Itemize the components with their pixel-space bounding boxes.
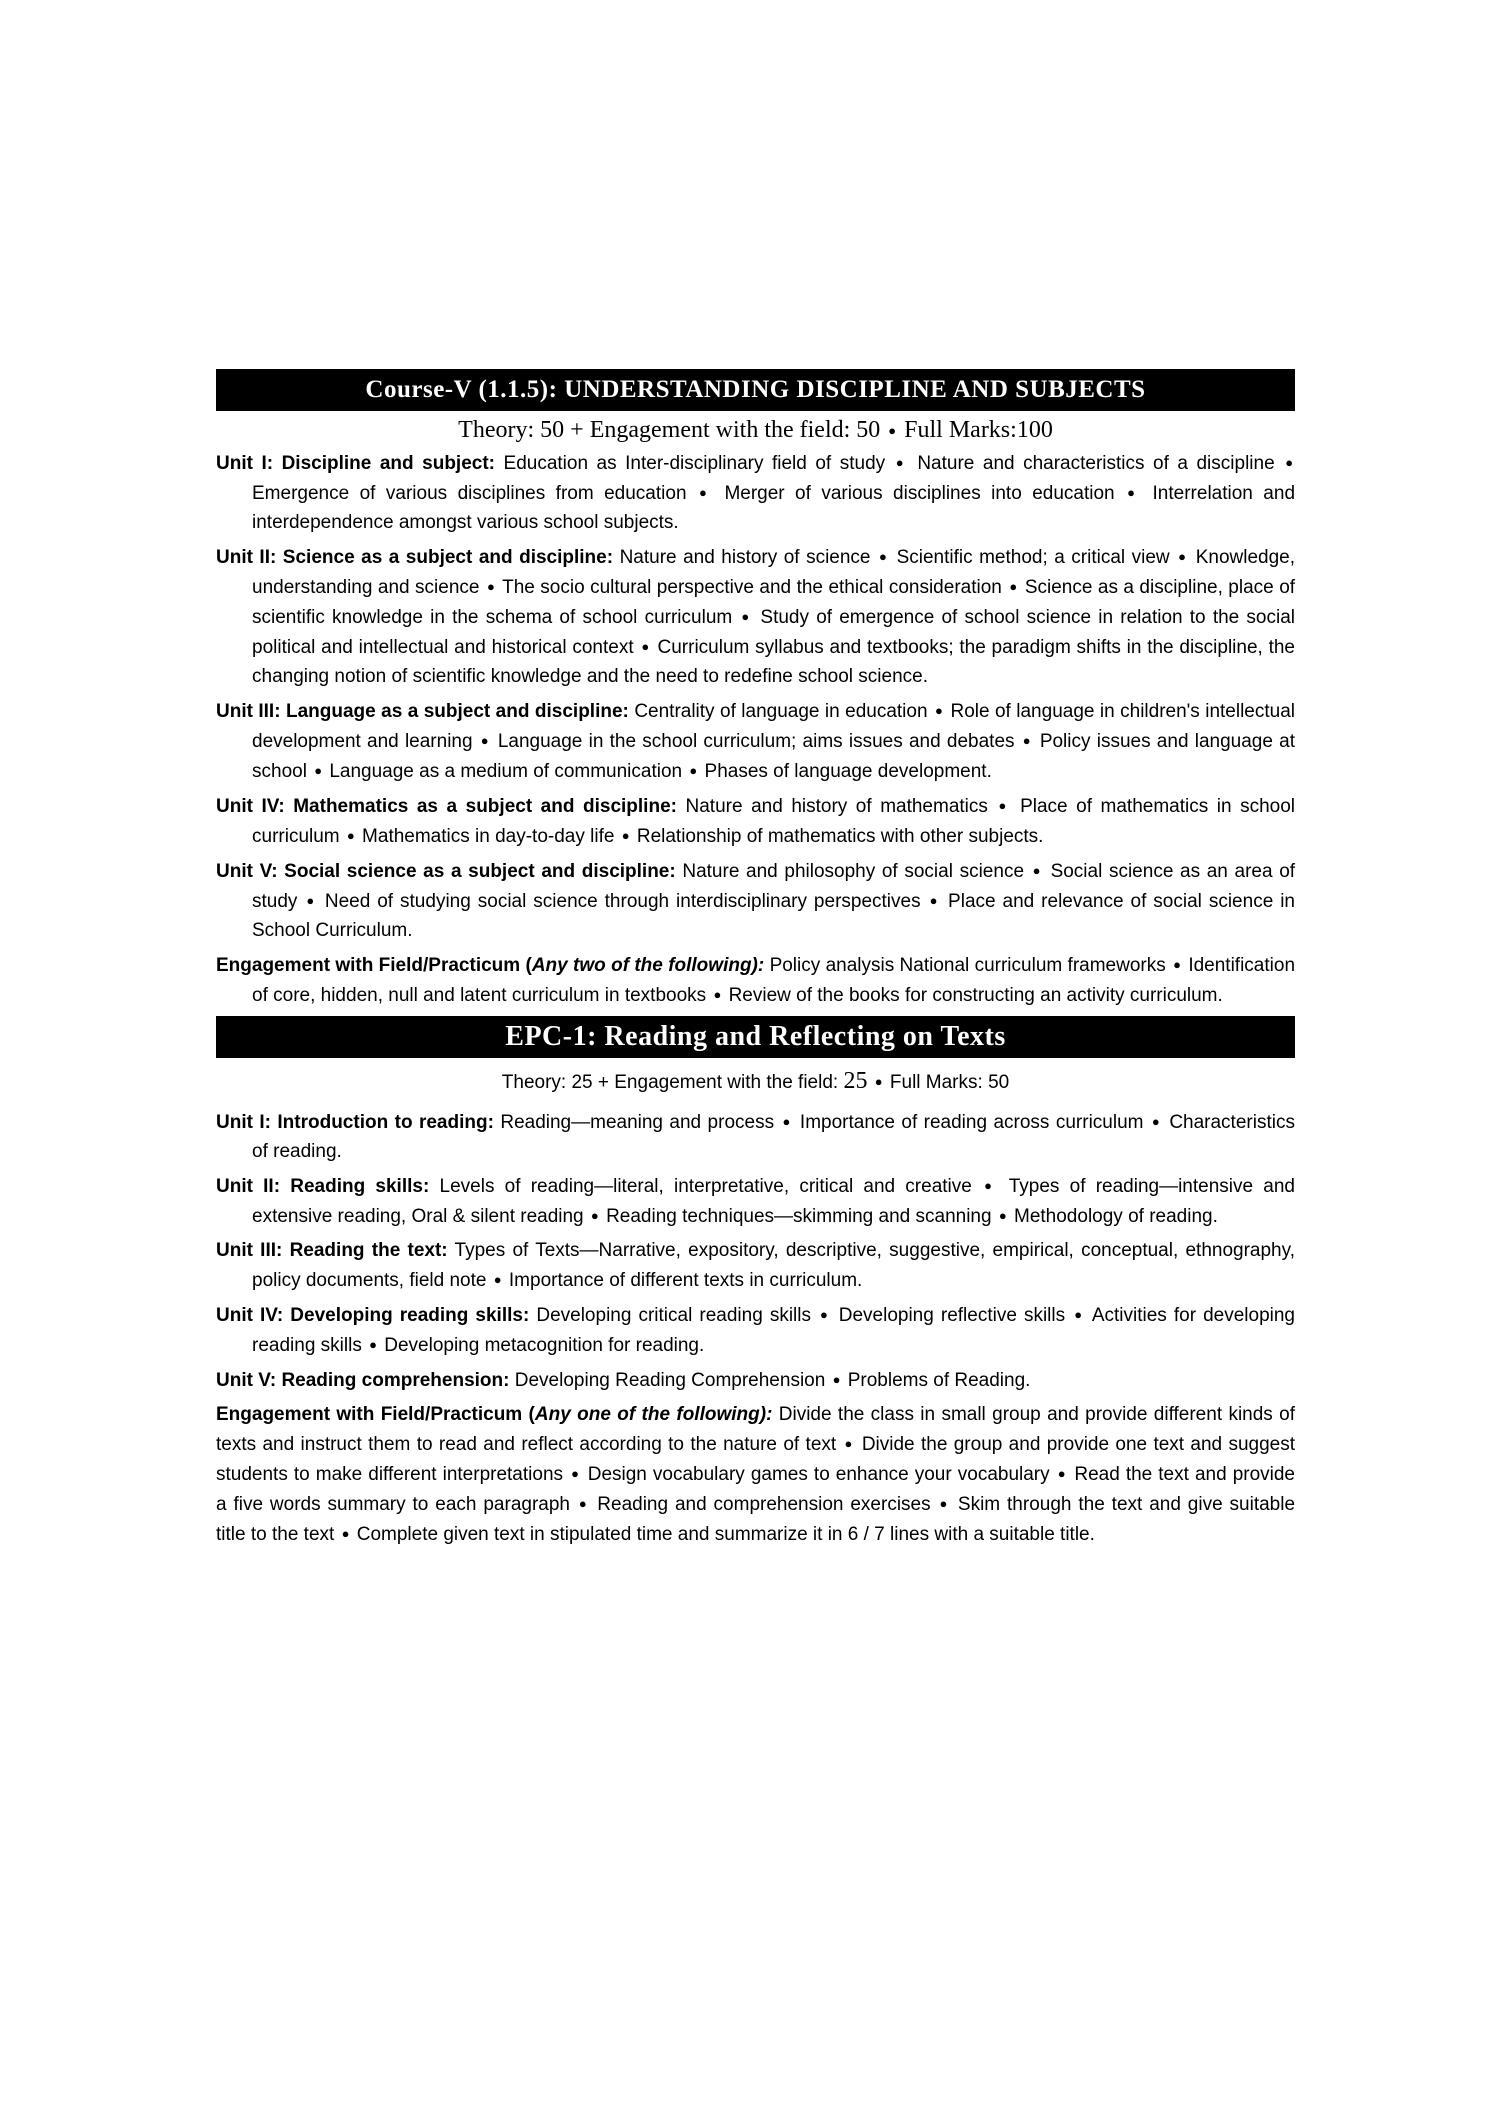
bullet-icon: ● (895, 455, 907, 470)
unit-paragraph (216, 1365, 1295, 1395)
bullet-icon: ● (641, 639, 650, 654)
engagement-heading-italic: Any two of the following): (531, 955, 765, 976)
unit-item-text: Methodology of reading. (1014, 1206, 1218, 1227)
unit-item-text: Curriculum syllabus and textbooks; the paradigm shifts in the discipline, the changing notion of scientific knowledge and the need to redefine school science. (252, 637, 1295, 687)
unit-item-text: Centrality of language in education (634, 701, 928, 722)
unit-paragraph (216, 791, 1295, 851)
unit-paragraph (216, 542, 1295, 691)
unit-item-text: Developing Reading Comprehension (514, 1370, 826, 1391)
unit-item-text: Language as a medium of communication (329, 761, 683, 782)
unit-item-text: Divide the class in small group and provide different kinds of texts and instruct them to read and reflect according to the nature of text (216, 1404, 1295, 1455)
unit-item-text: Knowledge, understanding and science (252, 547, 1296, 598)
unit-item-text: Language in the school curriculum; aims issues and debates (497, 731, 1015, 752)
course-v-title: Course-V (1.1.5): UNDERSTANDING DISCIPLINE AND SUBJECTS (216, 369, 1295, 411)
unit-item-text: Nature and history of science (619, 547, 871, 568)
bullet-icon: ● (984, 1178, 997, 1193)
engagement-paragraph (216, 1400, 1295, 1549)
unit-item-text: Characteristics of reading. (252, 1112, 1295, 1162)
unit-item-text: Importance of different texts in curriculum. (508, 1270, 863, 1291)
bullet-icon: ● (1074, 1307, 1084, 1322)
unit-heading: Unit V: Reading comprehension: (216, 1370, 510, 1391)
unit-item-text: Science as a discipline, place of scientific knowledge in the schema of school curriculum (252, 577, 1296, 628)
unit-item-text: Design vocabulary games to enhance your vocabulary (587, 1464, 1050, 1485)
engagement-value: 25 (843, 1068, 868, 1094)
unit-item-text: Activities for developing reading skills (252, 1305, 1296, 1356)
bullet-icon: ● (621, 828, 630, 843)
unit-paragraph (216, 1236, 1295, 1295)
unit-heading: Unit I: Introduction to reading: (216, 1112, 494, 1133)
unit-item-text: Nature and philosophy of social science (682, 861, 1025, 882)
bullet-icon: ● (689, 763, 698, 778)
bullet-icon: ● (1022, 733, 1032, 748)
bullet-icon: ● (874, 1074, 883, 1089)
bullet-icon: ● (306, 893, 316, 908)
syllabus-page (216, 369, 1295, 1554)
bullet-icon: ● (698, 485, 712, 500)
unit-paragraph (216, 1171, 1295, 1231)
unit-item-text: Policy issues and language at school (252, 731, 1296, 782)
unit-item-text: Levels of reading—literal, interpretative, critical and creative (439, 1176, 972, 1197)
bullet-icon: ● (578, 1496, 589, 1511)
unit-item-text: Scientific method; a critical view (896, 547, 1170, 568)
epc-1-marks (216, 1068, 1295, 1095)
unit-heading: Unit IV: Mathematics as a subject and discipline: (216, 796, 677, 817)
unit-item-text: Importance of reading across curriculum (799, 1112, 1144, 1133)
bullet-icon: ● (480, 733, 490, 748)
full-marks: Full Marks:100 (904, 417, 1053, 443)
bullet-icon: ● (1009, 579, 1018, 594)
theory-label: Theory: (458, 417, 541, 443)
unit-heading: Unit III: Reading the text: (216, 1240, 448, 1261)
unit-heading: Unit II: Science as a subject and discipline: (216, 547, 614, 568)
unit-heading: Unit III: Language as a subject and discipline: (216, 701, 629, 722)
bullet-icon: ● (1173, 957, 1181, 972)
unit-item-text: The socio cultural perspective and the ethical consideration (502, 577, 1002, 598)
engagement-label: + Engagement with the field: (564, 417, 857, 443)
unit-item-text: Social science as an area of study (252, 861, 1296, 912)
bullet-icon: ● (1032, 863, 1042, 878)
bullet-icon: ● (820, 1307, 830, 1322)
unit-item-text: Developing metacognition for reading. (384, 1335, 705, 1356)
course-v-engagement (216, 950, 1295, 1010)
bullet-icon: ● (314, 763, 323, 778)
unit-item-text: Skim through the text and give suitable title to the text (216, 1494, 1296, 1545)
unit-item-text: Identification of core, hidden, null and latent curriculum in textbooks (252, 955, 1296, 1006)
unit-item-text: Developing critical reading skills (536, 1305, 811, 1326)
course-v-section (216, 369, 1295, 1010)
unit-item-text: Problems of Reading. (847, 1370, 1031, 1391)
engagement-heading: Engagement with Field/Practicum ( (216, 1404, 535, 1425)
bullet-icon: ● (844, 1436, 854, 1451)
unit-heading: Unit II: Reading skills: (216, 1176, 430, 1197)
unit-paragraph (216, 448, 1295, 537)
unit-item-text: Mathematics in day-to-day life (362, 826, 615, 847)
unit-heading: Unit V: Social science as a subject and discipline: (216, 861, 676, 882)
bullet-icon: ● (493, 1272, 502, 1287)
bullet-icon: ● (888, 423, 897, 438)
epc-1-section (216, 1016, 1295, 1549)
engagement-paragraph (216, 950, 1295, 1010)
bullet-icon: ● (935, 703, 944, 718)
unit-item-text: Interrelation and interdependence amongst various school subjects. (252, 483, 1296, 533)
unit-item-text: Education as Inter-disciplinary field of study (503, 453, 886, 474)
unit-item-text: Policy analysis National curriculum frameworks (769, 955, 1166, 976)
bullet-icon: ● (713, 987, 722, 1002)
bullet-icon: ● (571, 1466, 580, 1481)
engagement-heading-italic: Any one of the following): (534, 1404, 773, 1425)
bullet-icon: ● (832, 1372, 841, 1387)
bullet-icon: ● (369, 1337, 377, 1352)
engagement-value: 50 (856, 417, 881, 443)
bullet-icon: ● (1057, 1466, 1067, 1481)
unit-item-text: Read the text and provide a five words summary to each paragraph (216, 1464, 1296, 1515)
unit-item-text: Nature and history of mathematics (685, 796, 988, 817)
unit-heading: Unit IV: Developing reading skills: (216, 1305, 530, 1326)
unit-item-text: Phases of language development. (704, 761, 992, 782)
bullet-icon: ● (741, 609, 752, 624)
unit-item-text: Developing reflective skills (838, 1305, 1066, 1326)
unit-item-text: Review of the books for constructing an activity curriculum. (728, 985, 1223, 1006)
unit-item-text: Reading—meaning and process (500, 1112, 775, 1133)
bullet-icon: ● (1178, 549, 1188, 564)
unit-item-text: Relationship of mathematics with other subjects. (636, 826, 1044, 847)
unit-item-text: Types of Texts—Narrative, expository, descriptive, suggestive, empirical, conceptual, ethnography, policy documents, field note (252, 1240, 1295, 1291)
unit-paragraph (216, 696, 1295, 786)
unit-paragraph (216, 1107, 1295, 1166)
unit-item-text: Place of mathematics in school curriculum (252, 796, 1296, 847)
bullet-icon: ● (939, 1496, 949, 1511)
bullet-icon: ● (346, 828, 355, 843)
bullet-icon: ● (486, 579, 495, 594)
theory-label: Theory: 25 + Engagement with the field: (501, 1072, 844, 1093)
bullet-icon: ● (1127, 485, 1141, 500)
unit-paragraph (216, 856, 1295, 945)
bullet-icon: ● (782, 1114, 792, 1129)
course-v-units (216, 448, 1295, 945)
bullet-icon: ● (998, 798, 1010, 813)
unit-item-text: Types of reading—intensive and extensive reading, Oral & silent reading (252, 1176, 1295, 1227)
bullet-icon: ● (998, 1208, 1007, 1223)
course-v-marks (216, 417, 1295, 444)
unit-item-text: Reading and comprehension exercises (597, 1494, 931, 1515)
epc-1-units (216, 1107, 1295, 1395)
unit-item-text: Need of studying social science through interdisciplinary perspectives (324, 891, 921, 912)
unit-item-text: Emergence of various disciplines from education (252, 483, 687, 504)
unit-item-text: Place and relevance of social science in School Curriculum. (252, 891, 1295, 941)
unit-item-text: Study of emergence of school science in relation to the social political and intellectual and historical context (252, 607, 1296, 658)
unit-item-text: Reading techniques—skimming and scanning (606, 1206, 992, 1227)
bullet-icon: ● (590, 1208, 599, 1223)
unit-paragraph (216, 1300, 1295, 1360)
unit-item-text: Complete given text in stipulated time and summarize it in 6 / 7 lines with a suitable title. (356, 1524, 1095, 1545)
unit-heading: Unit I: Discipline and subject: (216, 453, 495, 474)
theory-value: 50 (540, 417, 565, 443)
bullet-icon: ● (1285, 455, 1294, 470)
epc-1-engagement (216, 1400, 1295, 1549)
epc-1-title: EPC-1: Reading and Reflecting on Texts (216, 1016, 1295, 1058)
engagement-heading: Engagement with Field/Practicum ( (216, 955, 532, 976)
unit-item-text: Role of language in children's intellectual development and learning (252, 701, 1296, 752)
unit-item-text: Divide the group and provide one text and suggest students to make different interpretations (216, 1434, 1296, 1485)
unit-item-text: Nature and characteristics of a discipline (917, 453, 1275, 474)
unit-item-text: Merger of various disciplines into education (724, 483, 1115, 504)
bullet-icon: ● (341, 1526, 350, 1541)
bullet-icon: ● (929, 893, 940, 908)
full-marks: Full Marks: 50 (889, 1072, 1010, 1093)
bullet-icon: ● (879, 549, 889, 564)
bullet-icon: ● (1151, 1114, 1161, 1129)
